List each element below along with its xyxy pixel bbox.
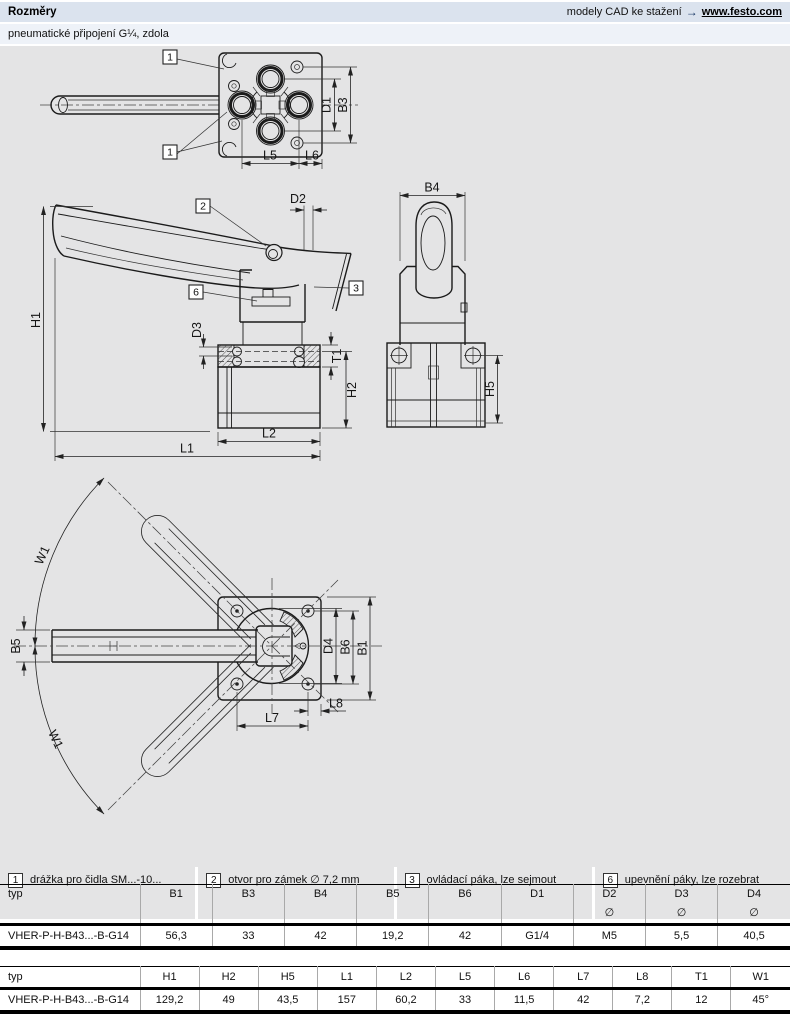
legend-text-6: upevnění páky, lze rozebrat <box>624 874 760 886</box>
dim-label-d1: D1 <box>319 97 334 113</box>
front-view-drawing <box>387 181 503 428</box>
cad-label: modely CAD ke stažení <box>566 6 682 18</box>
cell-t1: 12 <box>672 989 731 1013</box>
col-header-l2: L2 <box>376 967 435 989</box>
dim-label-w1-lower: W1 <box>45 727 66 751</box>
dim-label-b5: B5 <box>9 638 23 654</box>
dim-label-l8: L8 <box>329 696 343 711</box>
dim-label-l1: L1 <box>180 441 194 456</box>
port-right <box>285 91 313 119</box>
legend-callout-box-2: 2 <box>206 873 221 888</box>
col-header-d4: D4 ∅ <box>718 885 790 925</box>
cell-d2: M5 <box>573 925 645 949</box>
page-title: Rozměry <box>8 6 57 18</box>
callout-1a: 1 <box>167 51 173 64</box>
arrow-icon: → <box>685 5 698 19</box>
callout-1b: 1 <box>167 146 173 159</box>
callout-3: 3 <box>353 282 359 295</box>
dim-label-w1-upper: W1 <box>32 543 53 567</box>
cell-l1: 157 <box>317 989 376 1013</box>
col-header-b6: B6 <box>429 885 501 925</box>
dim-label-b6: B6 <box>338 639 353 655</box>
legend-text-3: ovládací páka, lze sejmout <box>426 874 557 886</box>
dim-label-d2: D2 <box>290 192 306 206</box>
festo-link[interactable]: www.festo.com <box>701 6 782 18</box>
cell-d1: G1/4 <box>501 925 573 949</box>
dim-label-b1: B1 <box>355 640 370 656</box>
col-header-d1: D1 <box>501 885 573 925</box>
col-header-l1: L1 <box>317 967 376 989</box>
cell-b1: 56,3 <box>140 925 212 949</box>
col-header-l6: L6 <box>495 967 554 989</box>
legend-callout-box-6: 6 <box>603 873 618 888</box>
dimensions-table-1 <box>0 884 790 950</box>
technical-drawings <box>0 46 790 821</box>
col-header-d2: D2 ∅ <box>573 885 645 925</box>
dimensions-table-2 <box>0 966 790 1014</box>
dim-label-l6: L6 <box>305 148 319 163</box>
dim-label-d4: D4 <box>321 638 336 654</box>
legend-text-1: drážka pro čidla SM...-10... <box>30 874 162 886</box>
side-view-drawing <box>29 192 363 461</box>
legend-callout-box-1: 1 <box>8 873 23 888</box>
dim-label-t1: T1 <box>330 348 344 364</box>
col-header-b1: B1 <box>140 885 212 925</box>
subsection-header <box>0 24 790 44</box>
col-header-t1: T1 <box>672 967 731 989</box>
cell-l7: 42 <box>554 989 613 1013</box>
cell-l8: 7,2 <box>613 989 672 1013</box>
dim-label-h5: H5 <box>483 381 497 397</box>
subsection-title: pneumatické připojení G¼, zdola <box>8 28 169 40</box>
col-header-l5: L5 <box>435 967 494 989</box>
col-header-b4: B4 <box>284 885 356 925</box>
cell-b5: 19,2 <box>357 925 429 949</box>
col-header-h1: H1 <box>140 967 199 989</box>
cell-d3: 5,5 <box>645 925 717 949</box>
table2-header-row <box>0 967 790 989</box>
dim-label-b3: B3 <box>336 97 350 113</box>
cell-d4: 40,5 <box>718 925 790 949</box>
cell-typ: VHER-P-H-B43...-B-G14 <box>8 930 130 942</box>
dim-label-l2: L2 <box>262 426 276 441</box>
cad-download <box>567 5 782 19</box>
col-header-typ2: typ <box>0 967 140 989</box>
cell-b3: 33 <box>212 925 284 949</box>
cell-l2: 60,2 <box>376 989 435 1013</box>
callout-6: 6 <box>193 286 199 299</box>
cell-l6: 11,5 <box>495 989 554 1013</box>
cell-h1: 129,2 <box>140 989 199 1013</box>
cell-b4: 42 <box>284 925 356 949</box>
dim-label-h1: H1 <box>29 312 43 328</box>
callout-2: 2 <box>200 200 206 213</box>
dim-label-b4: B4 <box>424 180 440 195</box>
col-header-l8: L8 <box>613 967 672 989</box>
drawing-area <box>0 46 790 886</box>
table-row <box>0 925 790 949</box>
table-row <box>0 989 790 1013</box>
dim-label-l7: L7 <box>265 711 279 725</box>
col-header-h2: H2 <box>199 967 258 989</box>
table1-header-row <box>0 885 790 925</box>
col-header-b3: B3 <box>212 885 284 925</box>
cell-b6: 42 <box>429 925 501 949</box>
col-header-h5: H5 <box>258 967 317 989</box>
cell-w1: 45° <box>731 989 790 1013</box>
section-header <box>0 2 790 22</box>
cell-typ2: VHER-P-H-B43...-B-G14 <box>8 994 130 1006</box>
col-header-w1: W1 <box>731 967 790 989</box>
cell-l5: 33 <box>435 989 494 1013</box>
col-header-l7: L7 <box>554 967 613 989</box>
dim-label-l5: L5 <box>263 148 277 163</box>
port-left <box>228 91 256 119</box>
legend-callout-box-3: 3 <box>405 873 420 888</box>
col-header-d3: D3 ∅ <box>645 885 717 925</box>
legend-text-2: otvor pro zámek ∅ 7,2 mm <box>228 874 360 886</box>
cell-h2: 49 <box>199 989 258 1013</box>
dim-label-h2: H2 <box>345 382 359 398</box>
dim-label-d3: D3 <box>190 322 204 338</box>
port-top <box>257 65 285 93</box>
top-view-drawing <box>9 478 382 814</box>
port-bottom <box>257 117 285 145</box>
col-header-typ: typ <box>0 885 140 925</box>
cell-h5: 43,5 <box>258 989 317 1013</box>
col-header-b5: B5 <box>357 885 429 925</box>
bottom-view-drawing <box>40 50 358 169</box>
